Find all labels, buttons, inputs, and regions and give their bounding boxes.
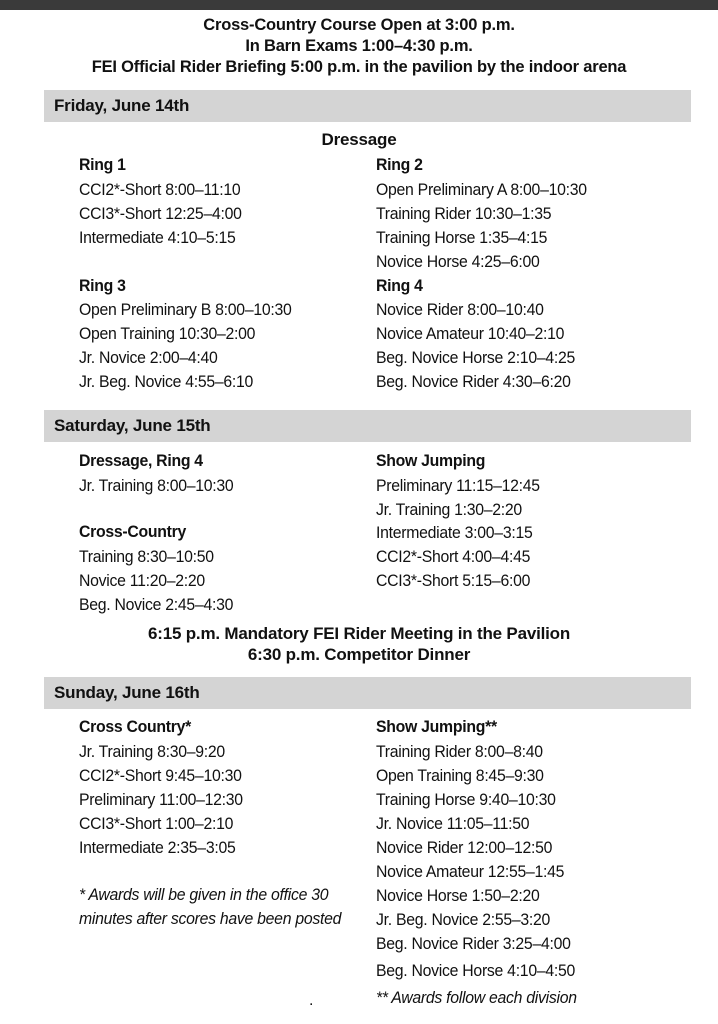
schedule-item: CCI2*-Short 8:00–11:10 xyxy=(79,180,241,199)
schedule-item: Jr. Novice 11:05–11:50 xyxy=(376,814,530,833)
schedule-item: Training Horse 9:40–10:30 xyxy=(376,790,556,809)
schedule-item: CCI2*-Short 4:00–4:45 xyxy=(376,547,531,566)
ring3-title: Ring 3 xyxy=(79,276,126,295)
schedule-item: CCI2*-Short 9:45–10:30 xyxy=(79,766,242,785)
schedule-item: Jr. Beg. Novice 4:55–6:10 xyxy=(79,372,254,391)
top-bar xyxy=(0,0,718,10)
schedule-item: Jr. Training 1:30–2:20 xyxy=(376,500,522,519)
schedule-item: Novice Amateur 10:40–2:10 xyxy=(376,324,565,343)
schedule-item: Novice Rider 8:00–10:40 xyxy=(376,300,544,319)
schedule-item: Novice 11:20–2:20 xyxy=(79,571,205,590)
sunday-sj-title: Show Jumping** xyxy=(376,717,497,736)
schedule-item: Intermediate 3:00–3:15 xyxy=(376,523,533,542)
division-awards-note: ** Awards follow each division xyxy=(376,988,577,1007)
schedule-item: Preliminary 11:15–12:45 xyxy=(376,476,540,495)
saturday-title: Saturday, June 15th xyxy=(54,416,211,435)
sunday-title: Sunday, June 16th xyxy=(54,683,200,702)
schedule-item: Open Preliminary A 8:00–10:30 xyxy=(376,180,587,199)
header-line-1: Cross-Country Course Open at 3:00 p.m. xyxy=(203,16,515,34)
schedule-item: Novice Horse 1:50–2:20 xyxy=(376,886,540,905)
schedule-item: Open Training 8:45–9:30 xyxy=(376,766,544,785)
schedule-item: CCI3*-Short 12:25–4:00 xyxy=(79,204,242,223)
schedule-item: Open Training 10:30–2:00 xyxy=(79,324,256,343)
saturday-sj-title: Show Jumping xyxy=(376,451,486,470)
schedule-item: CCI3*-Short 5:15–6:00 xyxy=(376,571,531,590)
ring2-title: Ring 2 xyxy=(376,155,423,174)
ring1-title: Ring 1 xyxy=(79,155,126,174)
awards-note-line-2: minutes after scores have been posted xyxy=(79,909,342,928)
schedule-item: Novice Horse 4:25–6:00 xyxy=(376,252,540,271)
schedule-item: Beg. Novice Horse 2:10–4:25 xyxy=(376,348,576,367)
saturday-dressage-title: Dressage, Ring 4 xyxy=(79,451,203,470)
schedule-item: Jr. Beg. Novice 2:55–3:20 xyxy=(376,910,551,929)
saturday-band xyxy=(44,410,691,442)
stray-mark: . xyxy=(309,992,314,1009)
schedule-item: Novice Amateur 12:55–1:45 xyxy=(376,862,565,881)
schedule-item: Training 8:30–10:50 xyxy=(79,547,214,566)
schedule-item: Jr. Training 8:30–9:20 xyxy=(79,742,225,761)
schedule-item: Beg. Novice 2:45–4:30 xyxy=(79,595,234,614)
schedule-item: Novice Rider 12:00–12:50 xyxy=(376,838,553,857)
schedule-item: Training Rider 10:30–1:35 xyxy=(376,204,552,223)
schedule-item: Beg. Novice Rider 4:30–6:20 xyxy=(376,372,571,391)
header-line-3: FEI Official Rider Briefing 5:00 p.m. in the pavilion by the indoor arena xyxy=(91,58,627,76)
competitor-dinner-note: 6:30 p.m. Competitor Dinner xyxy=(247,645,471,664)
schedule-item: Intermediate 2:35–3:05 xyxy=(79,838,236,857)
schedule-item: Jr. Novice 2:00–4:40 xyxy=(79,348,218,367)
sunday-xc-title: Cross Country* xyxy=(79,717,192,736)
schedule-item: Preliminary 11:00–12:30 xyxy=(79,790,243,809)
rider-meeting-note: 6:15 p.m. Mandatory FEI Rider Meeting in the Pavilion xyxy=(147,624,571,643)
ring4-title: Ring 4 xyxy=(376,276,423,295)
header-line-2: In Barn Exams 1:00–4:30 p.m. xyxy=(245,37,473,55)
schedule-item: Open Preliminary B 8:00–10:30 xyxy=(79,300,292,319)
schedule-item: CCI3*-Short 1:00–2:10 xyxy=(79,814,234,833)
sunday-band xyxy=(44,677,691,709)
friday-title: Friday, June 14th xyxy=(54,96,190,115)
schedule-item: Training Rider 8:00–8:40 xyxy=(376,742,543,761)
schedule-item: Training Horse 1:35–4:15 xyxy=(376,228,548,247)
schedule-item: Beg. Novice Rider 3:25–4:00 xyxy=(376,934,571,953)
saturday-xc-title: Cross-Country xyxy=(79,522,187,541)
friday-band xyxy=(44,90,691,122)
schedule-item: Jr. Training 8:00–10:30 xyxy=(79,476,234,495)
schedule-item: Beg. Novice Horse 4:10–4:50 xyxy=(376,961,576,980)
awards-note-line-1: * Awards will be given in the office 30 xyxy=(79,885,329,904)
schedule-item: Intermediate 4:10–5:15 xyxy=(79,228,236,247)
friday-section-title: Dressage xyxy=(321,130,397,149)
